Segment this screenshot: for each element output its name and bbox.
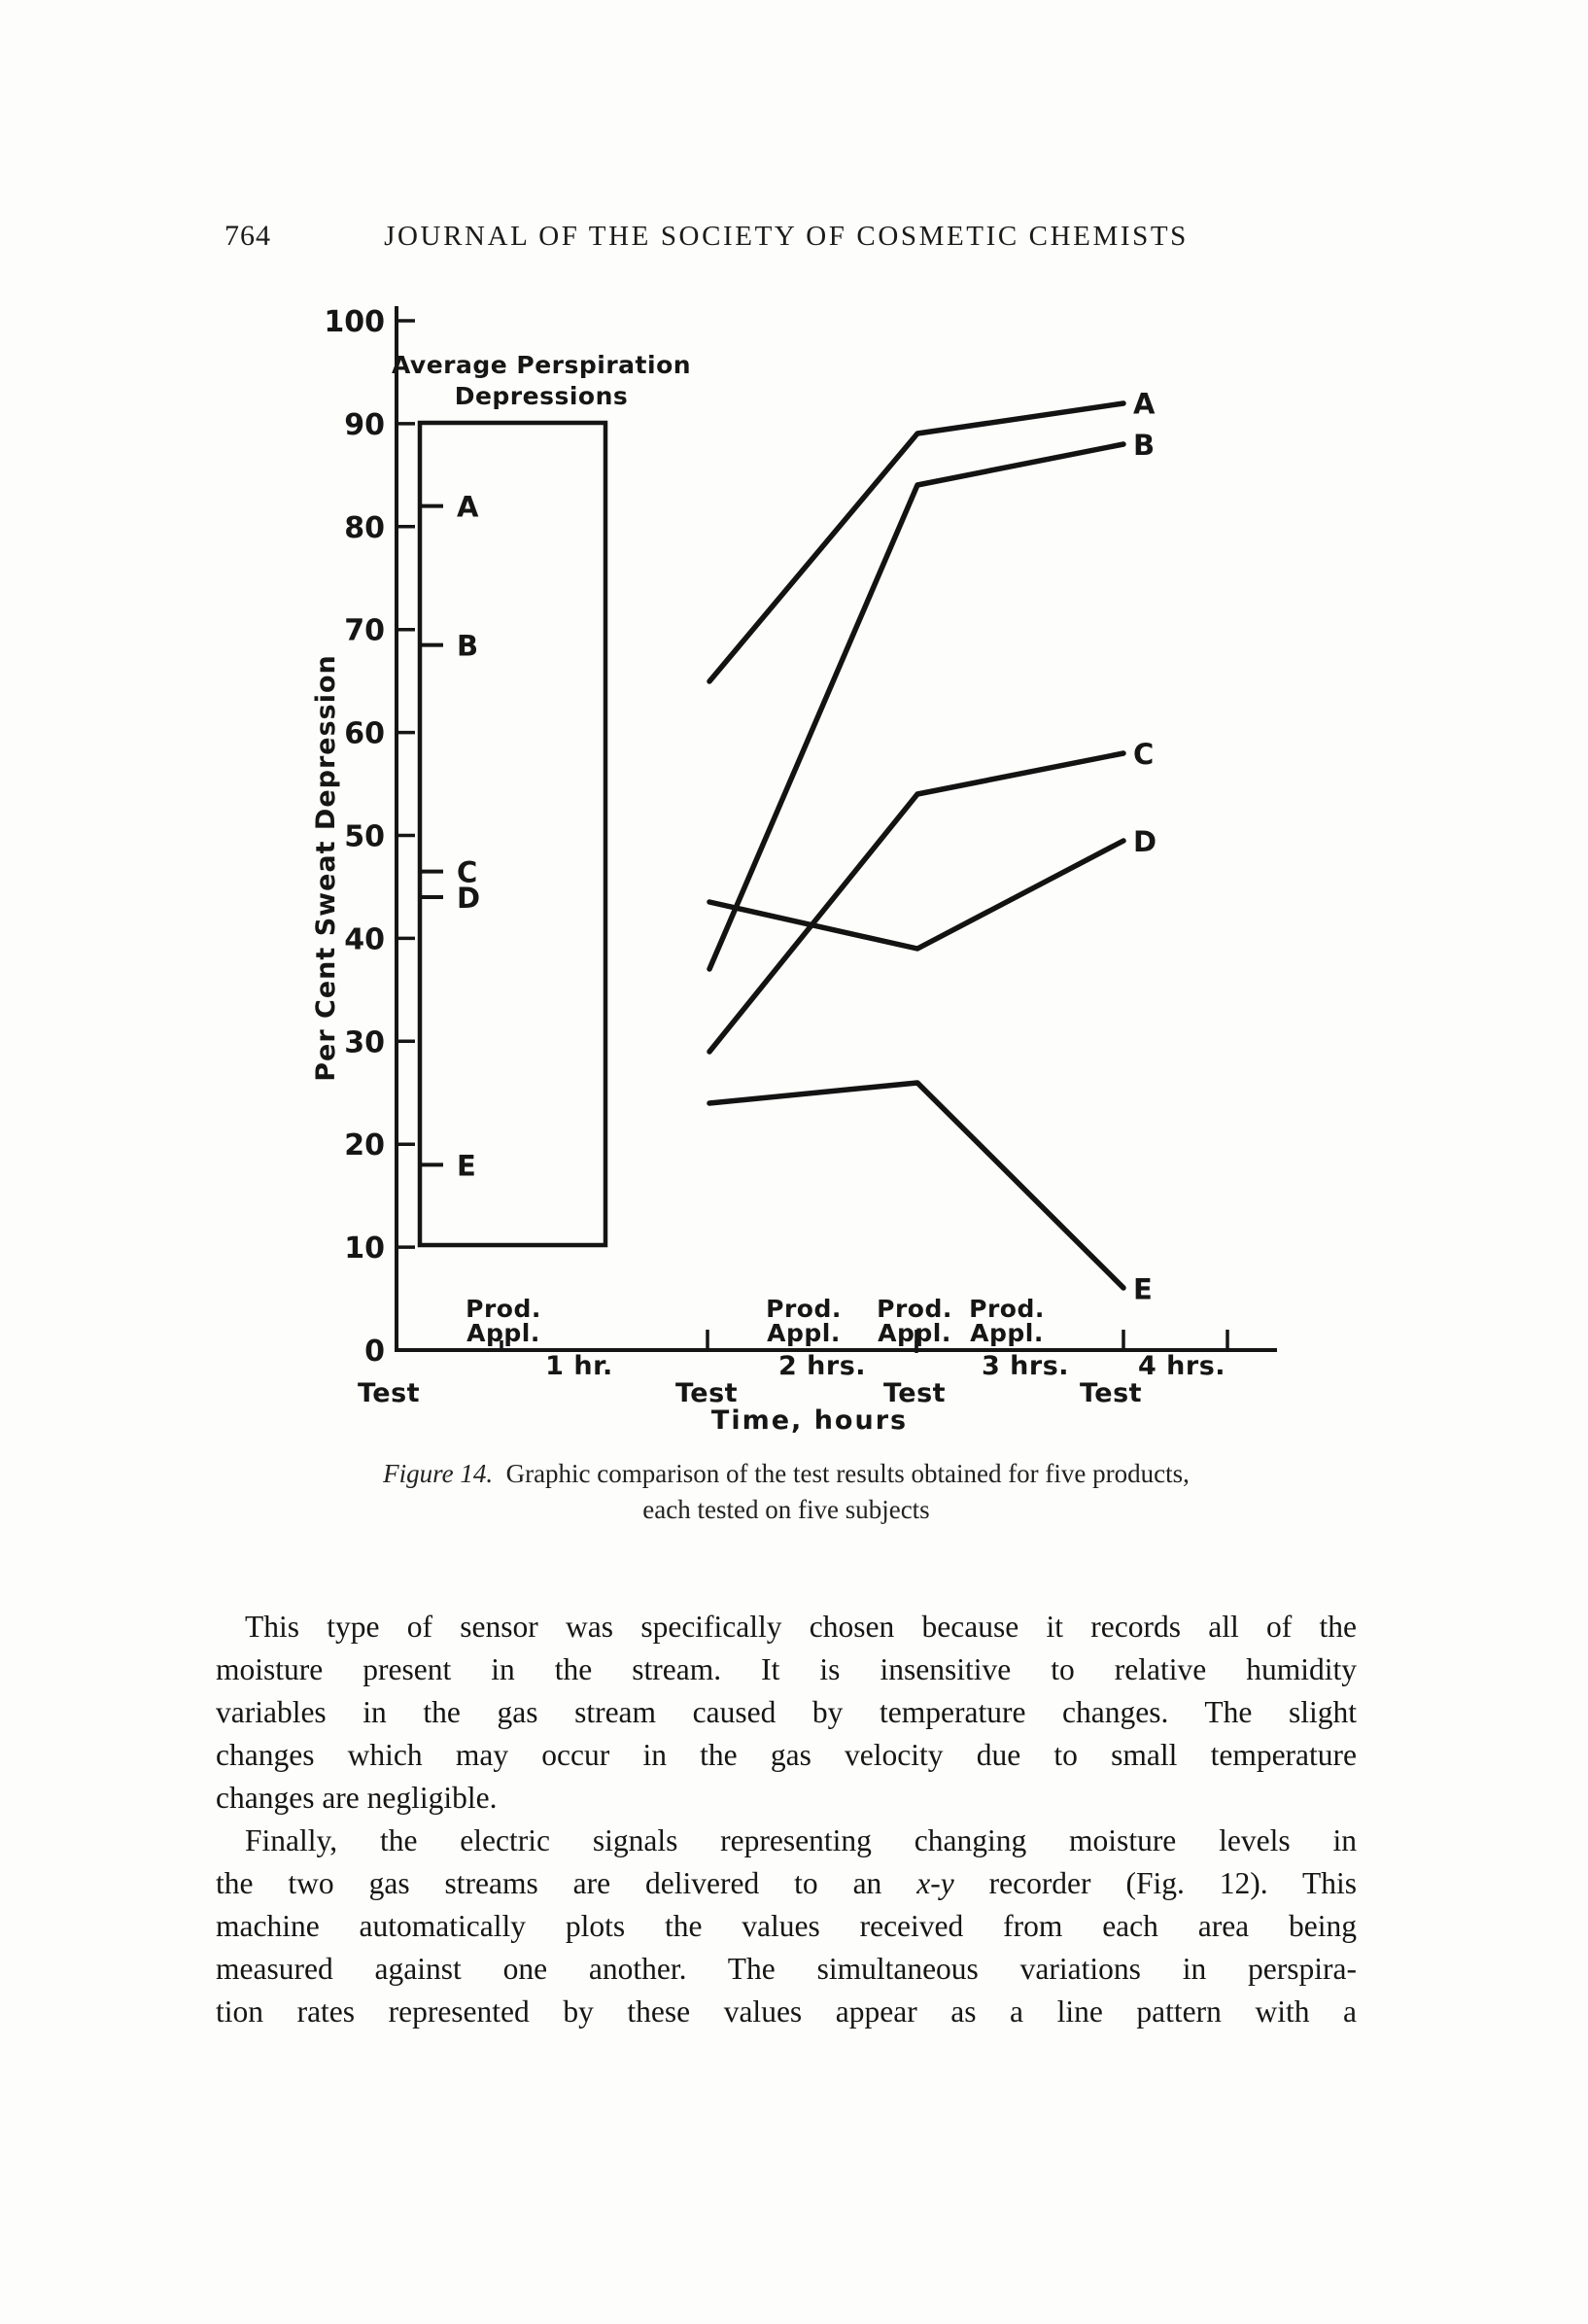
series-end-label-B: B — [1133, 429, 1156, 463]
y-tick-label: 100 — [324, 305, 385, 339]
y-tick-label: 60 — [344, 716, 385, 751]
y-tick-label: 10 — [344, 1231, 385, 1266]
body-line: measured against one another. The simultaneous variations in perspira- — [216, 1952, 1357, 1986]
series-end-label-D: D — [1133, 824, 1158, 858]
series-end-label-C: C — [1133, 737, 1156, 771]
series-line-E — [709, 1083, 1123, 1288]
appl-label: Appl. — [767, 1319, 841, 1347]
test-label: Test — [1079, 1378, 1143, 1408]
x-axis-title: Time, hours — [710, 1405, 909, 1436]
body-line: moisture present in the stream. It is insensitive to relative humidity — [216, 1652, 1357, 1686]
legend-title-line2: Depressions — [454, 382, 629, 410]
caption-figure-label: Figure 14. — [383, 1459, 494, 1488]
body-line: changes which may occur in the gas velocity due to small temperature — [216, 1738, 1357, 1772]
series-lines — [709, 388, 1157, 1306]
series-end-label-E: E — [1133, 1272, 1154, 1306]
caption-line2: each tested on five subjects — [642, 1495, 930, 1524]
body-line: changes are negligible. — [216, 1781, 498, 1815]
body-line: Finally, the electric signals representing changing moisture levels in — [245, 1823, 1357, 1857]
hour-label: 3 hrs. — [981, 1351, 1070, 1381]
prod-label: Prod. — [466, 1295, 541, 1323]
caption-text: Graphic comparison of the test results obtained for five products, — [505, 1459, 1190, 1488]
series-line-A — [709, 403, 1123, 681]
prod-label: Prod. — [766, 1295, 842, 1323]
y-tick-label: 90 — [344, 407, 385, 442]
figure-caption — [216, 1456, 1357, 1528]
hour-label: 4 hrs. — [1137, 1351, 1226, 1381]
test-label: Test — [674, 1378, 739, 1408]
y-tick-label: 20 — [344, 1128, 385, 1163]
hour-label: 2 hrs. — [777, 1351, 867, 1381]
y-axis-title: Per Cent Sweat Depression — [311, 654, 341, 1082]
legend-label-E: E — [457, 1149, 477, 1183]
legend-label-B: B — [457, 629, 480, 663]
y-tick-label: 30 — [344, 1025, 385, 1060]
series-line-B — [709, 444, 1123, 969]
y-tick-label: 50 — [344, 819, 385, 854]
series-end-label-A: A — [1133, 387, 1156, 421]
body-text — [216, 1606, 1357, 2033]
prod-label: Prod. — [877, 1295, 952, 1323]
legend-label-A: A — [457, 490, 480, 524]
journal-title: JOURNAL OF THE SOCIETY OF COSMETIC CHEMISTS — [384, 221, 1189, 252]
y-tick-label: 70 — [344, 613, 385, 648]
caption-line1 — [216, 1456, 1357, 1492]
body-line: tion rates represented by these values appear as a line pattern with a — [216, 1994, 1357, 2029]
legend-title-line1: Average Perspiration — [391, 351, 692, 379]
page-number: 764 — [224, 220, 271, 252]
appl-label: Appl. — [878, 1319, 951, 1347]
legend-entries — [420, 491, 481, 1183]
body-line: This type of sensor was specifically chosen because it records all of the — [245, 1610, 1357, 1644]
prod-label: Prod. — [969, 1295, 1045, 1323]
body-line: the two gas streams are delivered to an x-y recorder (Fig. 12). This — [216, 1866, 1357, 1900]
appl-label: Appl. — [466, 1319, 540, 1347]
y-tick-label: 0 — [364, 1335, 385, 1369]
y-tick-label: 40 — [344, 922, 385, 957]
body-line: machine automatically plots the values received from each area being — [216, 1909, 1357, 1943]
test-label: Test — [357, 1378, 421, 1408]
hour-label: 1 hr. — [545, 1351, 613, 1381]
legend-label-C: C — [457, 855, 479, 889]
y-tick-label: 80 — [344, 510, 385, 545]
appl-label: Appl. — [970, 1319, 1044, 1347]
test-label: Test — [882, 1378, 947, 1408]
series-line-D — [709, 841, 1123, 949]
series-line-C — [709, 753, 1123, 1052]
body-line: variables in the gas stream caused by temperature changes. The slight — [216, 1695, 1357, 1729]
legend-box — [420, 423, 605, 1245]
legend-label-D: D — [457, 882, 482, 916]
